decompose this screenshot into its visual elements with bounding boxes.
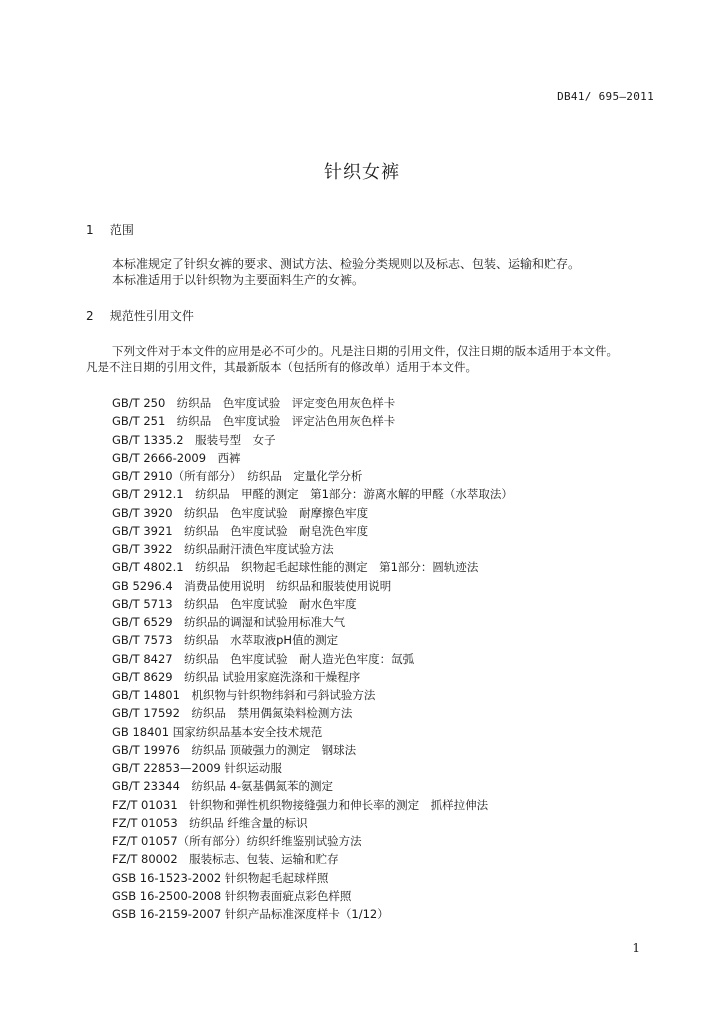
reference-item: GB/T 17592 纺织品 禁用偶氮染料检测方法: [112, 706, 353, 721]
scope-text-2: 本标准适用于以针织物为主要面料生产的女裤。: [112, 273, 365, 287]
reference-item: GSB 16-1523-2002 针织物起毛起球样照: [112, 870, 329, 885]
reference-item: GB/T 19976 纺织品 顶破强力的测定 钢球法: [112, 742, 357, 757]
reference-item: GB/T 5713 纺织品 色牢度试验 耐水色牢度: [112, 596, 357, 611]
section-1-title: 范围: [109, 223, 134, 237]
reference-item: GB/T 2910（所有部分） 纺织品 定量化学分析: [112, 469, 363, 483]
reference-item: GB/T 251 纺织品 色牢度试验 评定沾色用灰色样卡: [112, 414, 396, 429]
reference-item: GB/T 3922 纺织品耐汗渍色牢度试验方法: [112, 542, 334, 556]
reference-item: GB/T 4802.1 纺织品 织物起毛起球性能的测定 第1部分：圆轨迹法: [112, 560, 479, 575]
intro-text-1: 下列文件对于本文件的应用是必不可少的。凡是注日期的引用文件，仅注日期的版本适用于本文件。: [112, 344, 618, 358]
scope-text-1: 本标准规定了针织女裤的要求、测试方法、检验分类规则以及标志、包装、运输和贮存。: [112, 257, 581, 271]
reference-item: FZ/T 80002 服装标志、包装、运输和贮存: [112, 852, 339, 867]
document-title: 针织女裤: [324, 162, 400, 183]
section-1-number: 1: [86, 223, 94, 237]
reference-item: GB/T 2666-2009 西裤: [112, 450, 241, 465]
reference-item: GB/T 8427 纺织品 色牢度试验 耐人造光色牢度：氙弧: [112, 651, 415, 666]
reference-item: GB/T 2912.1 纺织品 甲醛的测定 第1部分：游离水解的甲醛（水萃取法）: [112, 487, 513, 502]
section-2-number: 2: [86, 309, 94, 323]
reference-item: FZ/T 01053 纺织品 纤维含量的标识: [112, 815, 308, 830]
reference-item: FZ/T 01031 针织物和弹性机织物接缝强力和伸长率的测定 抓样拉伸法: [112, 797, 489, 812]
page-number: 1: [632, 941, 640, 955]
reference-item: FZ/T 01057（所有部分）纺织纤维鉴别试验方法: [112, 834, 362, 848]
reference-item: GB/T 22853—2009 针织运动服: [112, 761, 282, 775]
reference-item: GB/T 7573 纺织品 水萃取液pH值的测定: [112, 633, 339, 648]
reference-item: GB/T 14801 机织物与针织物纬斜和弓斜试验方法: [112, 688, 376, 702]
intro-text-2: 凡是不注日期的引用文件，其最新版本（包括所有的修改单）适用于本文件。: [86, 360, 477, 374]
section-2-title: 规范性引用文件: [109, 309, 194, 323]
reference-item: GB 5296.4 消费品使用说明 纺织品和服装使用说明: [112, 578, 392, 593]
section-1-paragraph-2: [86, 272, 660, 288]
standard-code: DB41/ 695—2011: [557, 90, 654, 103]
reference-item: GB/T 6529 纺织品的调湿和试验用标准大气: [112, 615, 346, 629]
reference-item: GB/T 3920 纺织品 色牢度试验 耐摩擦色牢度: [112, 505, 369, 520]
reference-item: GB/T 8629 纺织品 试验用家庭洗涤和干燥程序: [112, 669, 361, 684]
reference-item: GSB 16-2500-2008 针织物表面疵点彩色样照: [112, 888, 352, 903]
reference-item: GB 18401 国家纺织品基本安全技术规范: [112, 724, 323, 739]
reference-item: GB/T 3921 纺织品 色牢度试验 耐皂洗色牢度: [112, 523, 369, 538]
section-1-paragraph-1: [86, 256, 660, 272]
reference-list: [112, 394, 513, 923]
section-1-heading: [86, 221, 134, 238]
reference-item: GB/T 250 纺织品 色牢度试验 评定变色用灰色样卡: [112, 396, 396, 410]
reference-item: GSB 16-2159-2007 针织产品标准深度样卡（1/12）: [112, 907, 389, 921]
section-2-intro-line-1: [86, 343, 660, 359]
section-2-heading: [86, 307, 194, 324]
reference-item: GB/T 1335.2 服装号型 女子: [112, 432, 276, 447]
section-2-intro-line-2: [86, 359, 660, 375]
reference-item: GB/T 23344 纺织品 4-氨基偶氮苯的测定: [112, 779, 334, 794]
